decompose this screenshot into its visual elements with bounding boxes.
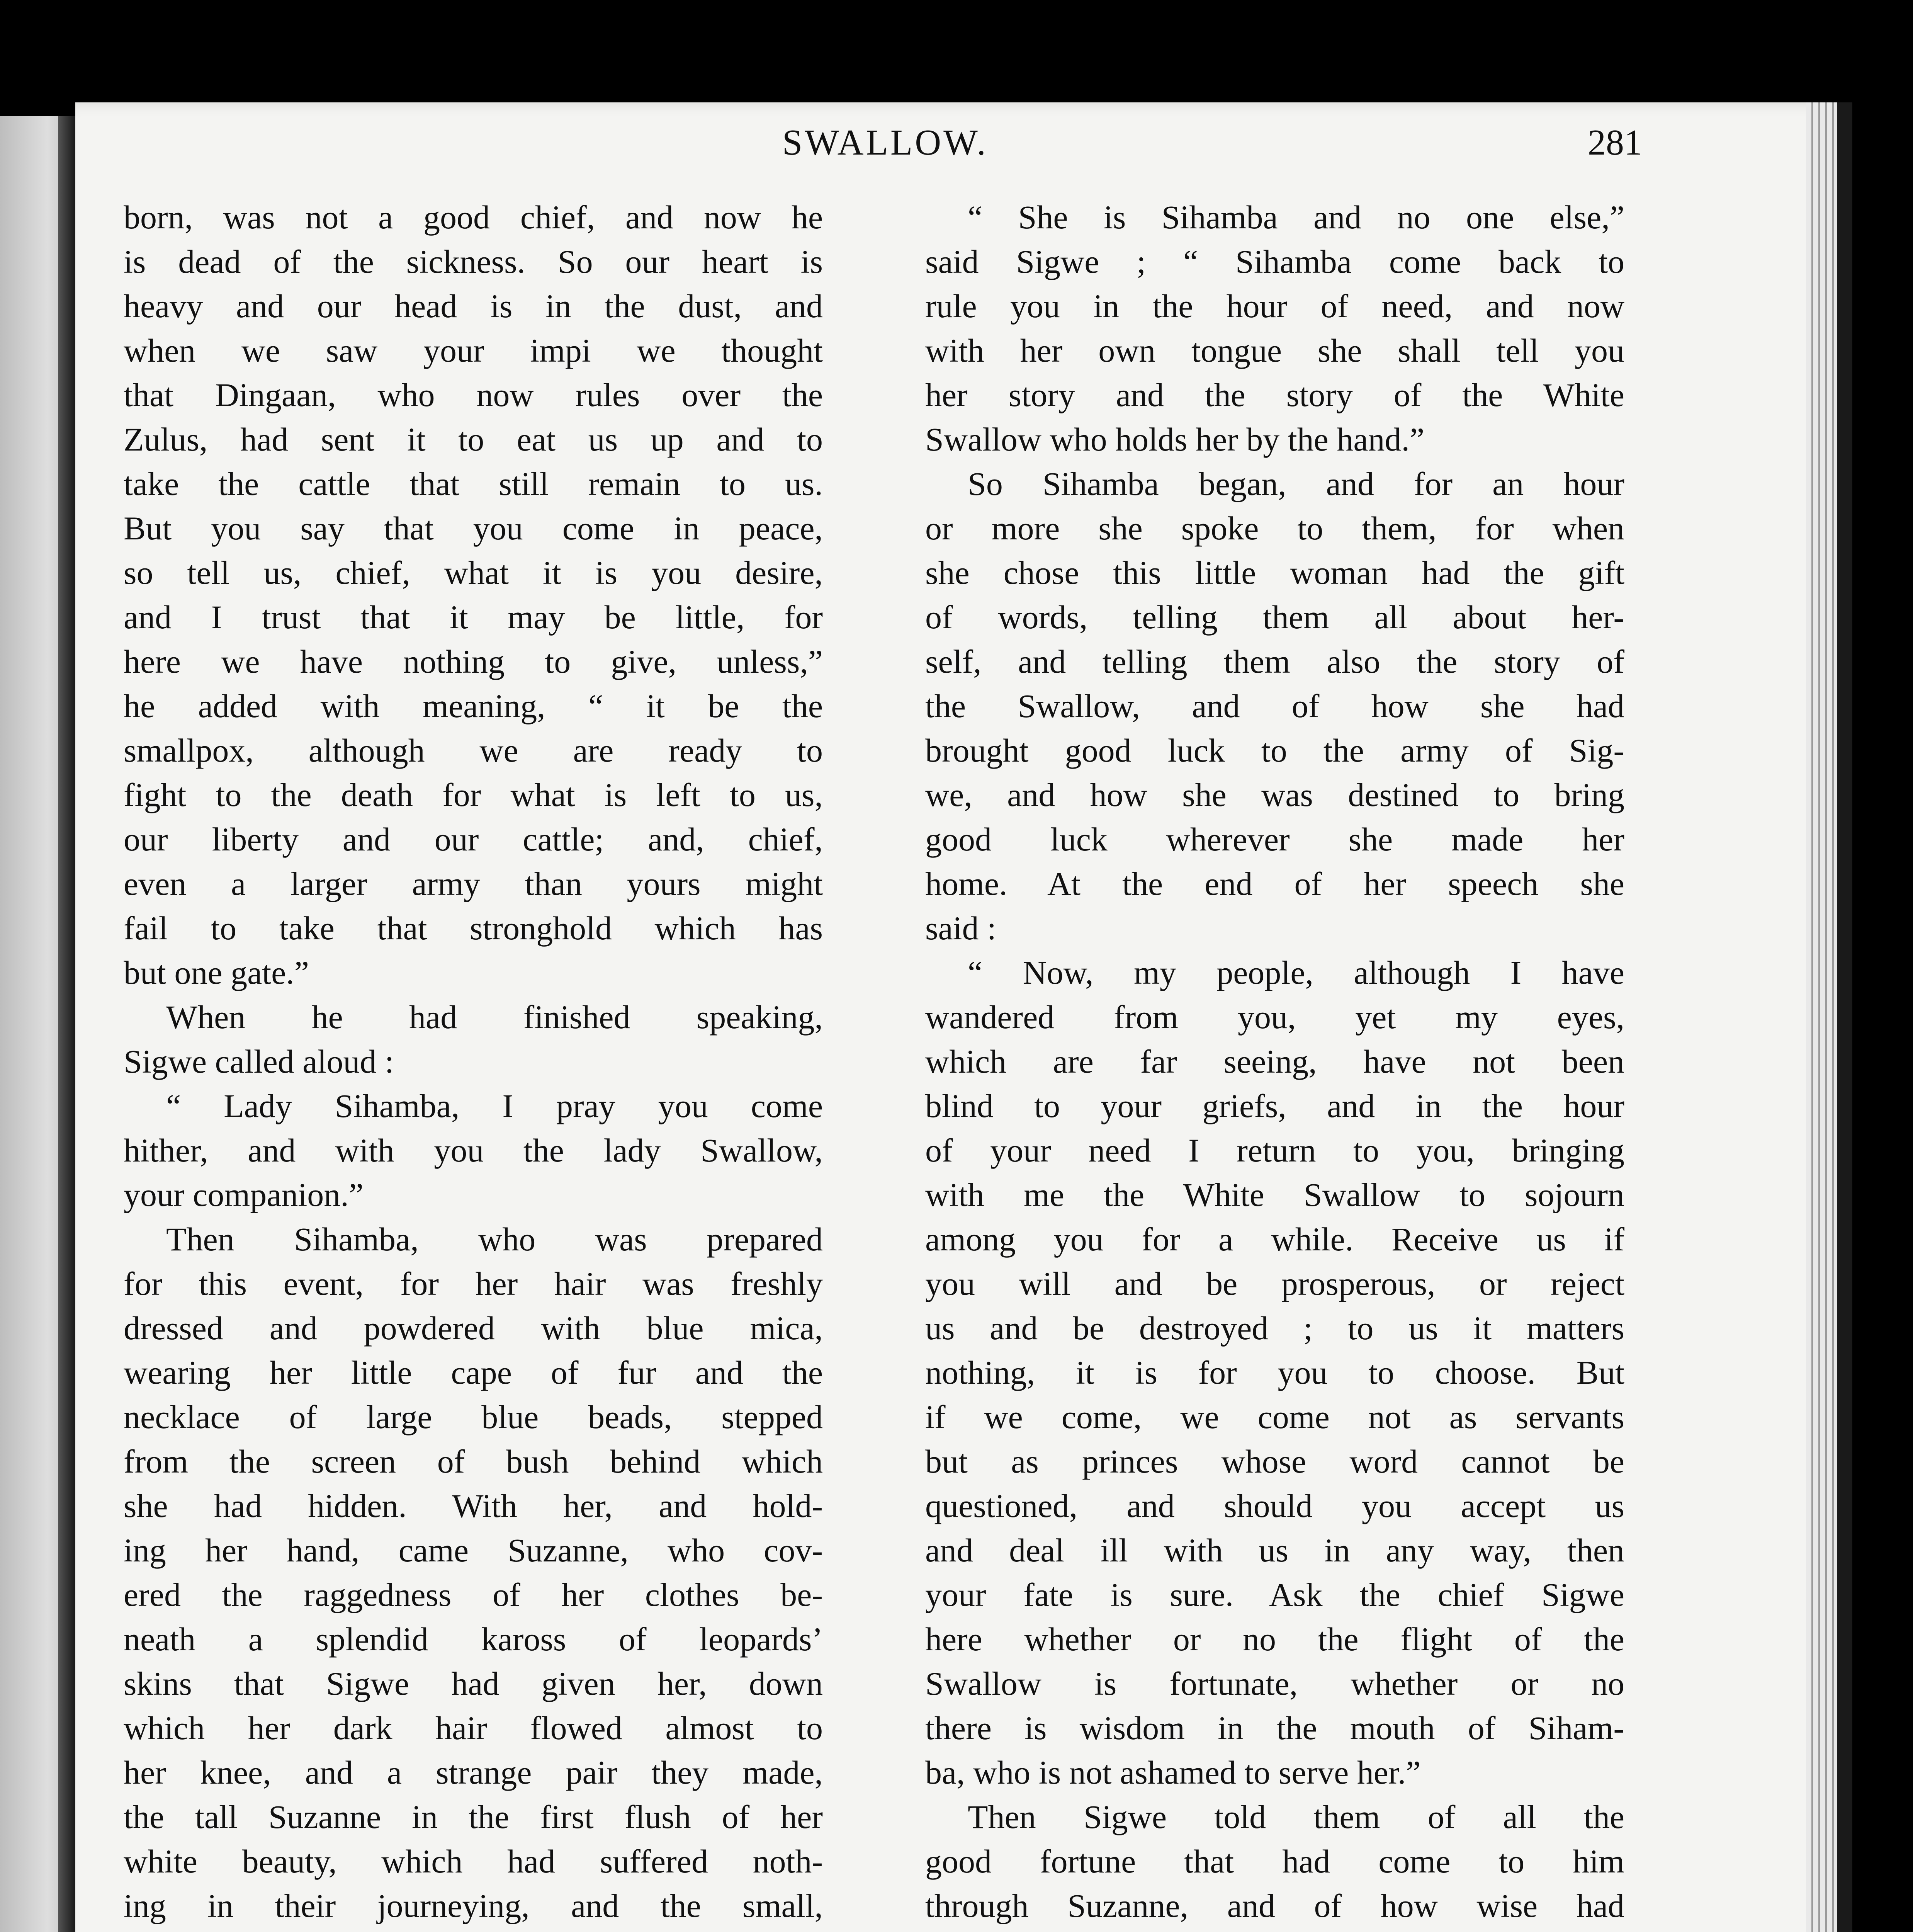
text-line: we, and how she was destined to bring — [925, 776, 1624, 813]
text-line: that Dingaan, who now rules over the — [124, 376, 823, 413]
text-line — [124, 1928, 823, 1932]
text-line: home. At the end of her speech she — [925, 865, 1624, 902]
text-line — [925, 1928, 1624, 1932]
text-line: and I trust that it may be little, for — [124, 599, 823, 636]
text-line: smallpox, although we are ready to — [124, 732, 823, 769]
left-text-column — [124, 195, 823, 1932]
text-line: the tall Suzanne in the first flush of her — [124, 1798, 823, 1835]
text-line: of words, telling them all about her- — [925, 599, 1624, 636]
text-line: the Swallow, and of how she had — [925, 687, 1624, 724]
text-line: through Suzanne, and of how wise had — [925, 1887, 1624, 1924]
text-line: questioned, and should you accept us — [925, 1487, 1624, 1524]
text-line: which are far seeing, have not been — [925, 1043, 1624, 1080]
text-line: good fortune that had come to him — [925, 1843, 1624, 1880]
text-line: with her own tongue she shall tell you — [925, 332, 1624, 369]
text-line: she had hidden. With her, and hold- — [124, 1487, 823, 1524]
text-line: or more she spoke to them, for when — [925, 510, 1624, 547]
text-line: but one gate.” — [124, 954, 309, 991]
text-line: from the screen of bush behind which — [124, 1443, 823, 1480]
text-line: of your need I return to you, bringing — [925, 1132, 1624, 1169]
text-line: with me the White Swallow to sojourn — [925, 1176, 1624, 1213]
text-line: neath a splendid kaross of leopards’ — [124, 1621, 823, 1658]
text-line: is dead of the sickness. So our heart is — [124, 243, 823, 280]
text-line: which her dark hair flowed almost to — [124, 1709, 823, 1747]
text-line: wearing her little cape of fur and the — [124, 1354, 823, 1391]
text-line: “ Lady Sihamba, I pray you come — [166, 1087, 823, 1124]
text-line: your companion.” — [124, 1176, 364, 1213]
text-line: necklace of large blue beads, stepped — [124, 1398, 823, 1435]
text-line: heavy and our head is in the dust, and — [124, 287, 823, 325]
gutter-shadow — [58, 116, 77, 1932]
text-line: fight to the death for what is left to us, — [124, 776, 823, 813]
text-line: nothing, it is for you to choose. But — [925, 1354, 1624, 1391]
text-line: skins that Sigwe had given her, down — [124, 1665, 823, 1702]
text-line: take the cattle that still remain to us. — [124, 465, 823, 502]
text-line: ered the raggedness of her clothes be- — [124, 1576, 823, 1613]
text-line: ing her hand, came Suzanne, who cov- — [124, 1532, 823, 1569]
text-line: but as princes whose word cannot be — [925, 1443, 1624, 1480]
text-line: our liberty and our cattle; and, chief, — [124, 821, 823, 858]
text-line: “ She is Sihamba and no one else,” — [968, 199, 1624, 236]
text-line: blind to your griefs, and in the hour — [925, 1087, 1624, 1124]
text-line: Sigwe called aloud : — [124, 1043, 394, 1080]
text-line: dressed and powdered with blue mica, — [124, 1310, 823, 1347]
text-line: when we saw your impi we thought — [124, 332, 823, 369]
right-text-column — [925, 195, 1624, 1932]
text-line: ing in their journeying, and the small, — [124, 1887, 823, 1924]
text-line: us and be destroyed ; to us it matters — [925, 1310, 1624, 1347]
text-line: there is wisdom in the mouth of Siham- — [925, 1709, 1624, 1747]
text-line: said : — [925, 910, 996, 947]
text-line: if we come, we come not as servants — [925, 1398, 1624, 1435]
text-line: her knee, and a strange pair they made, — [124, 1754, 823, 1791]
text-line: wandered from you, yet my eyes, — [925, 998, 1624, 1036]
page-number: 281 — [1588, 122, 1642, 163]
text-line: and deal ill with us in any way, then — [925, 1532, 1624, 1569]
text-line: she chose this little woman had the gift — [925, 554, 1624, 591]
text-line: good luck wherever she made her — [925, 821, 1624, 858]
text-line: So Sihamba began, and for an hour — [968, 465, 1624, 502]
text-line: Then Sigwe told them of all the — [968, 1798, 1624, 1835]
text-line: he added with meaning, “ it be the — [124, 687, 823, 724]
text-line: her story and the story of the White — [925, 376, 1624, 413]
page-stack-edge — [1806, 102, 1852, 1932]
text-line: “ Now, my people, although I have — [968, 954, 1624, 991]
text-line: Swallow is fortunate, whether or no — [925, 1665, 1624, 1702]
text-line: among you for a while. Receive us if — [925, 1221, 1624, 1258]
text-line: born, was not a good chief, and now he — [124, 199, 823, 236]
text-line: here whether or no the flight of the — [925, 1621, 1624, 1658]
text-line: When he had finished speaking, — [166, 998, 823, 1036]
text-line: ba, who is not ashamed to serve her.” — [925, 1754, 1421, 1791]
facing-page-edge — [0, 116, 68, 1932]
running-head: SWALLOW. — [782, 122, 988, 163]
text-line: so tell us, chief, what it is you desire, — [124, 554, 823, 591]
text-line: for this event, for her hair was freshly — [124, 1265, 823, 1302]
text-line: Swallow who holds her by the hand.” — [925, 421, 1425, 458]
text-line: your fate is sure. Ask the chief Sigwe — [925, 1576, 1624, 1613]
text-line: said Sigwe ; “ Sihamba come back to — [925, 243, 1624, 280]
text-line: self, and telling them also the story of — [925, 643, 1624, 680]
text-line: Then Sihamba, who was prepared — [166, 1221, 823, 1258]
text-line: rule you in the hour of need, and now — [925, 287, 1624, 325]
text-line: here we have nothing to give, unless,” — [124, 643, 823, 680]
text-line: But you say that you come in peace, — [124, 510, 823, 547]
text-line: hither, and with you the lady Swallow, — [124, 1132, 823, 1169]
text-line: even a larger army than yours might — [124, 865, 823, 902]
text-line: brought good luck to the army of Sig- — [925, 732, 1624, 769]
text-line: you will and be prosperous, or reject — [925, 1265, 1624, 1302]
text-line: white beauty, which had suffered noth- — [124, 1843, 823, 1880]
text-line: fail to take that stronghold which has — [124, 910, 823, 947]
text-line: Zulus, had sent it to eat us up and to — [124, 421, 823, 458]
